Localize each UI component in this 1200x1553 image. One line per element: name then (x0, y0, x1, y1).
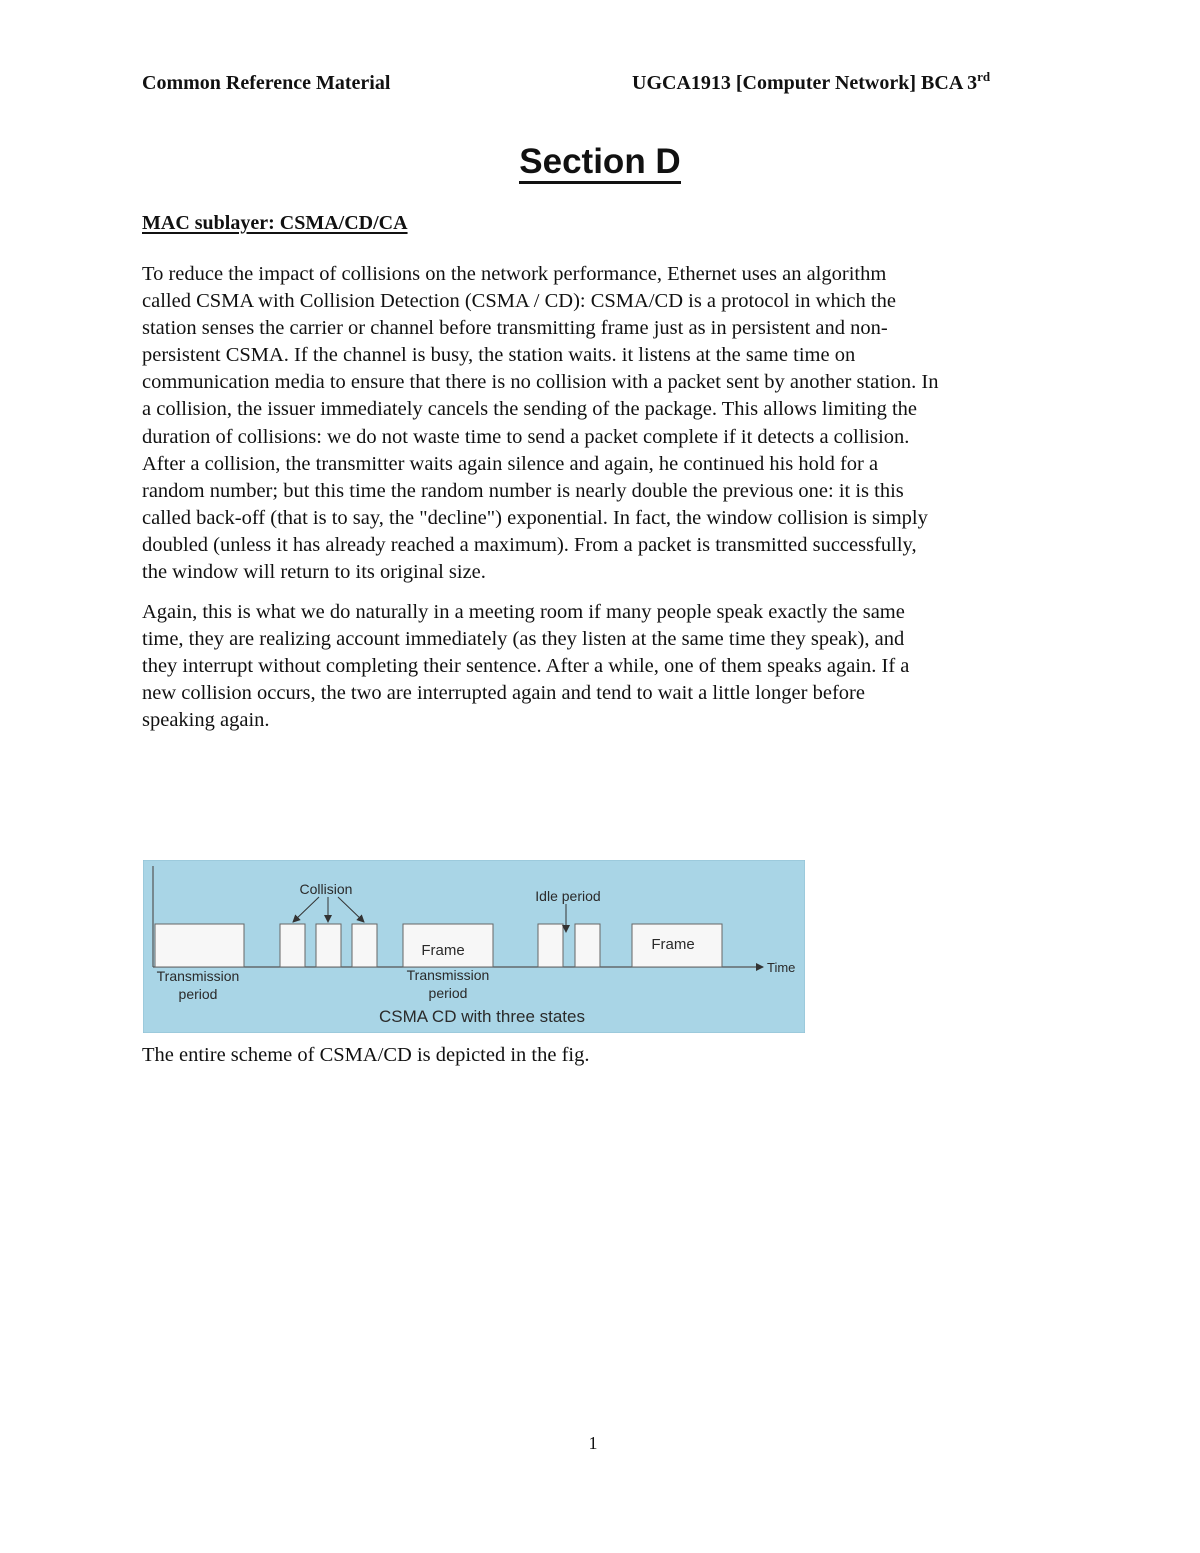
paragraph-line: After a collision, the transmitter waits again silence and again, he continued his hold for a (142, 452, 879, 475)
transmission-period-label: period (178, 986, 218, 1002)
collision-box (316, 924, 341, 967)
transmission-box (155, 924, 244, 967)
paragraph-line: called CSMA with Collision Detection (CSMA / CD): CSMA/CD is a protocol in which the (142, 290, 896, 313)
paragraph-line: Again, this is what we do naturally in a meeting room if many people speak exactly the same (142, 601, 905, 623)
figure-title: CSMA CD with three states (379, 1007, 585, 1026)
idle-period-label: Idle period (535, 888, 601, 904)
subheading: MAC sublayer: CSMA/CD/CA (142, 212, 408, 234)
csma-cd-figure (143, 860, 805, 1033)
paragraph-line: communication media to ensure that there is no collision with a packet sent by another station. In (142, 371, 939, 394)
header-right-text (632, 69, 991, 95)
paragraph-line: new collision occurs, the two are interrupted again and tend to wait a little longer before (142, 682, 865, 705)
course-title: UGCA1913 [Computer Network] BCA 3 (632, 72, 978, 94)
transmission-period-label: period (428, 985, 468, 1001)
frame-label: Frame (421, 942, 465, 959)
section-title (0, 140, 1200, 184)
paragraph-1 (142, 261, 1067, 586)
paragraph-line: persistent CSMA. If the channel is busy, the station waits. it listens at the same time on (142, 344, 856, 367)
collision-box (352, 924, 377, 967)
paragraph-line: called back-off (that is to say, the "decline") exponential. In fact, the window collision is simply (142, 506, 928, 529)
time-axis-label: Time (767, 960, 796, 975)
paragraph-line: the window will return to its original size. (142, 561, 486, 584)
section-title-text: Section D (519, 142, 680, 184)
semester-superscript: rd (977, 69, 991, 84)
collision-label: Collision (299, 881, 353, 897)
collision-box (280, 924, 305, 967)
header-left-text: Common Reference Material (142, 72, 391, 94)
idle-box (575, 924, 600, 967)
transmission-period-label: Transmission (406, 967, 490, 983)
csma-cd-diagram (143, 860, 805, 1033)
paragraph-line: station senses the carrier or channel before transmitting frame just as in persistent and non- (142, 317, 888, 340)
paragraph-line: random number; but this time the random number is nearly double the previous one: it is this (142, 479, 904, 502)
figure-caption: The entire scheme of CSMA/CD is depicted in the fig. (142, 1044, 590, 1066)
idle-box (538, 924, 563, 967)
paragraph-line: a collision, the issuer immediately cancels the sending of the package. This allows limiting the (142, 398, 918, 421)
paragraph-line: doubled (unless it has already reached a maximum). From a packet is transmitted successfully, (142, 533, 917, 556)
paragraph-line: they interrupt without completing their sentence. After a while, one of them speaks again. If a (142, 655, 910, 678)
page-number: 1 (588, 1433, 598, 1453)
paragraph-line: time, they are realizing account immediately (as they listen at the same time they speak), and (142, 628, 905, 651)
paragraph-2 (142, 599, 1067, 734)
paragraph-line: duration of collisions: we do not waste time to send a packet complete if it detects a collision. (142, 425, 910, 448)
paragraph-line: To reduce the impact of collisions on the network performance, Ethernet uses an algorithm (142, 263, 887, 285)
paragraph-line: speaking again. (142, 709, 270, 732)
transmission-period-label: Transmission (156, 968, 240, 984)
frame-label: Frame (651, 936, 695, 953)
